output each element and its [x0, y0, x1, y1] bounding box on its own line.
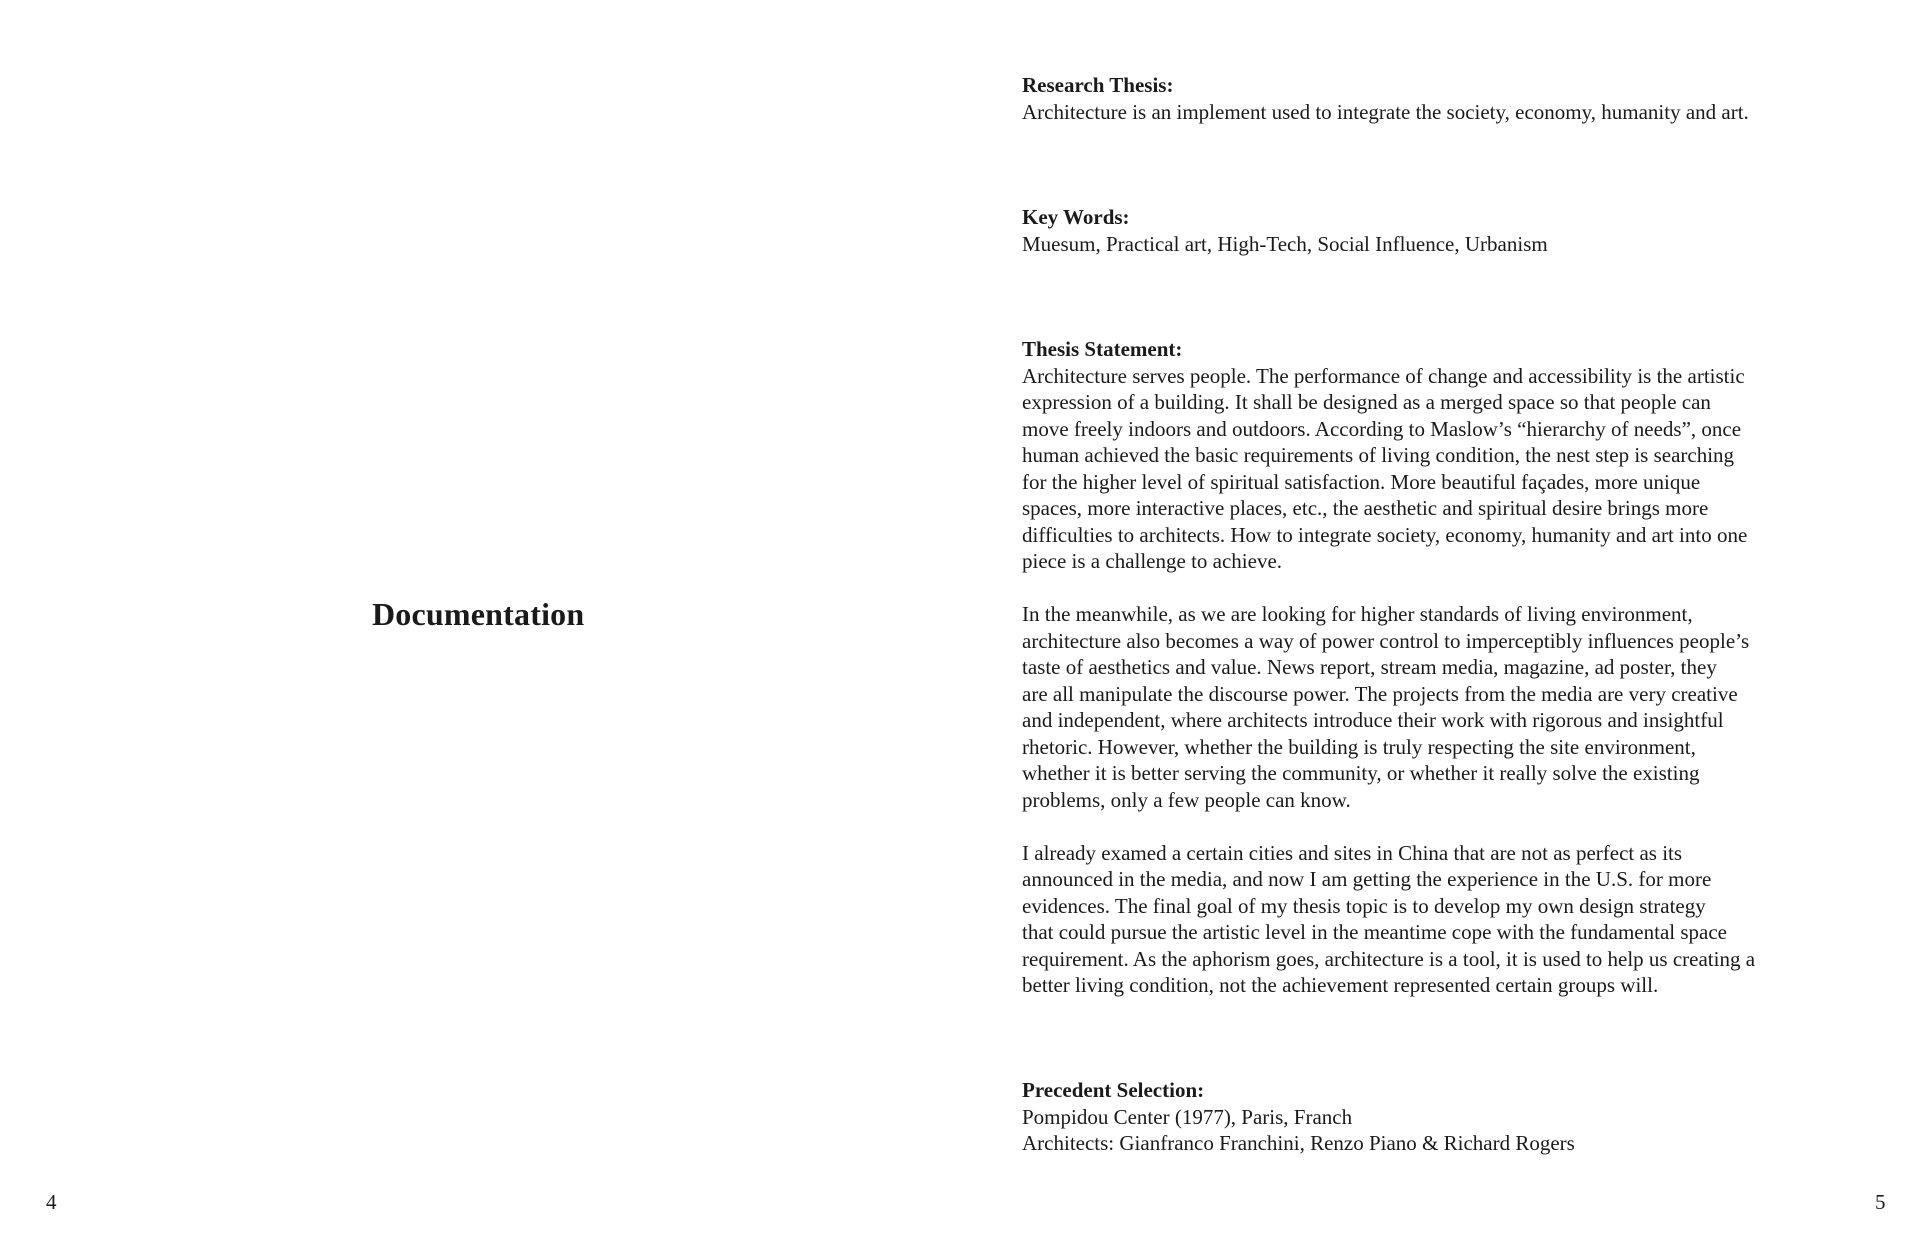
precedent-selection-section	[1022, 1077, 1882, 1157]
text-line: that could pursue the artistic level in the meantime cope with the fundamental space	[1022, 920, 1728, 944]
text-line: human achieved the basic requirements of living condition, the nest step is searching	[1022, 443, 1735, 467]
thesis-paragraph-1	[1022, 363, 1882, 575]
text-line: move freely indoors and outdoors. According to Maslow’s “hierarchy of needs”, once	[1022, 416, 1742, 441]
text-line: rhetoric. However, whether the building is truly respecting the site environment,	[1022, 734, 1696, 759]
page-number-left: 4	[46, 1190, 57, 1214]
text-line: taste of aesthetics and value. News report, stream media, magazine, ad poster, they	[1022, 655, 1717, 679]
precedent-line: Pompidou Center (1977), Paris, Franch	[1022, 1104, 1353, 1129]
text-line: are all manipulate the discourse power. The projects from the media are very creative	[1022, 681, 1738, 706]
research-thesis-text: Architecture is an implement used to integrate the society, economy, humanity and art.	[1022, 99, 1749, 124]
text-line: I already examed a certain cities and sites in China that are not as perfect as its	[1022, 840, 1683, 865]
text-line: difficulties to architects. How to integrate society, economy, humanity and art into one	[1022, 522, 1748, 547]
precedent-line: Architects: Gianfranco Franchini, Renzo Piano & Richard Rogers	[1022, 1131, 1575, 1155]
page-number-right: 5	[1875, 1190, 1886, 1214]
text-line: Architecture serves people. The performance of change and accessibility is the artistic	[1022, 363, 1745, 388]
research-thesis-section	[1022, 72, 1882, 125]
text-line: better living condition, not the achievement represented certain groups will.	[1022, 973, 1659, 997]
text-line: and independent, where architects introduce their work with rigorous and insightful	[1022, 708, 1724, 732]
key-words-text: Muesum, Practical art, High-Tech, Social Influence, Urbanism	[1022, 231, 1548, 256]
text-line: In the meanwhile, as we are looking for higher standards of living environment,	[1022, 602, 1693, 626]
right-page	[960, 0, 1920, 1242]
thesis-paragraph-3	[1022, 840, 1882, 999]
text-line: requirement. As the aphorism goes, architecture is a tool, it is used to help us creating a	[1022, 946, 1756, 971]
research-thesis-heading: Research Thesis:	[1022, 73, 1174, 97]
thesis-statement-section	[1022, 336, 1882, 1025]
thesis-statement-heading: Thesis Statement:	[1022, 337, 1183, 361]
text-line: whether it is better serving the community, or whether it really solve the existing	[1022, 761, 1700, 785]
text-line: expression of a building. It shall be designed as a merged space so that people can	[1022, 390, 1711, 414]
key-words-heading: Key Words:	[1022, 205, 1130, 229]
text-line: problems, only a few people can know.	[1022, 787, 1351, 812]
page-title: Documentation	[372, 596, 585, 632]
key-words-section	[1022, 204, 1882, 257]
text-line: evidences. The final goal of my thesis topic is to develop my own design strategy	[1022, 893, 1706, 918]
text-line: for the higher level of spiritual satisfaction. More beautiful façades, more unique	[1022, 469, 1701, 494]
text-line: announced in the media, and now I am getting the experience in the U.S. for more	[1022, 867, 1712, 891]
text-line: spaces, more interactive places, etc., the aesthetic and spiritual desire brings more	[1022, 496, 1709, 520]
precedent-selection-heading: Precedent Selection:	[1022, 1078, 1205, 1102]
text-line: architecture also becomes a way of power control to imperceptibly influences people’s	[1022, 628, 1750, 653]
thesis-paragraph-2	[1022, 601, 1882, 813]
text-line: piece is a challenge to achieve.	[1022, 549, 1283, 573]
